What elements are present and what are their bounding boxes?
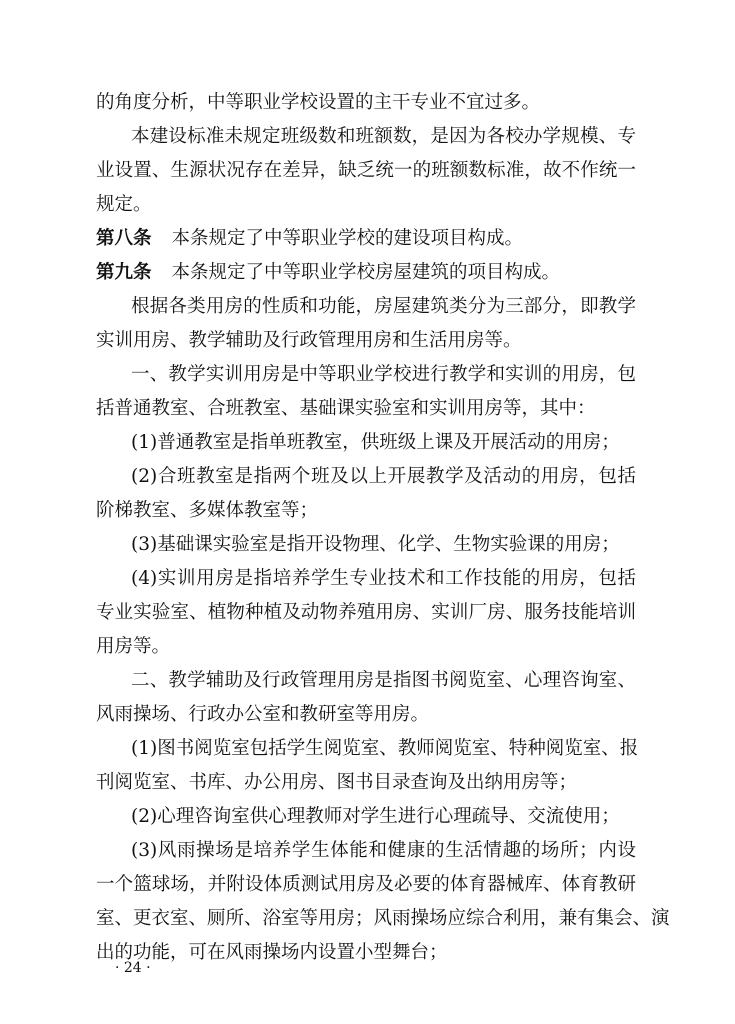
article-8-text: 本条规定了中等职业学校的建设项目构成。: [171, 228, 524, 249]
text-line: 风雨操场、行政办公室和教研室等用房。: [96, 704, 430, 725]
text-line: (3)基础课实验室是指开设物理、化学、生物实验课的用房；: [131, 534, 620, 555]
text-line: (2)心理咨询室供心理教师对学生进行心理疏导、交流使用；: [131, 806, 620, 827]
article-9-text: 本条规定了中等职业学校房屋建筑的项目构成。: [171, 262, 561, 283]
text-line: 一个篮球场，并附设体质测试用房及必要的体育器械库、体育教研: [96, 874, 636, 895]
text-line: 括普通教室、合班教室、基础课实验室和实训用房等，其中：: [96, 398, 596, 419]
text-line: 本建设标准未规定班级数和班额数，是因为各校办学规模、专: [131, 126, 636, 147]
article-9-line: [96, 256, 636, 290]
text-line: 一、教学实训用房是中等职业学校进行教学和实训的用房，包: [131, 364, 636, 385]
page-number: · 24 ·: [115, 960, 151, 976]
article-9-label: 第九条: [96, 262, 152, 283]
text-line: 二、教学辅助及行政管理用房是指图书阅览室、心理咨询室、: [131, 670, 636, 691]
text-line: 室、更衣室、厕所、浴室等用房；风雨操场应综合利用，兼有集会、演: [96, 908, 670, 929]
text-line: 阶梯教室、多媒体教室等；: [96, 500, 319, 521]
text-line: (1)图书阅览室包括学生阅览室、教师阅览室、特种阅览室、报: [131, 738, 639, 759]
text-line: (1)普通教室是指单班教室，供班级上课及开展活动的用房；: [131, 432, 620, 453]
text-line: 出的功能，可在风雨操场内设置小型舞台；: [96, 942, 448, 963]
text-line: (4)实训用房是指培养学生专业技术和工作技能的用房，包括: [131, 568, 636, 589]
article-8-label: 第八条: [96, 228, 152, 249]
text-line: (2)合班教室是指两个班及以上开展教学及活动的用房，包括: [131, 466, 636, 487]
text-line: 实训用房、教学辅助及行政管理用房和生活用房等。: [96, 330, 522, 351]
text-line: 用房等。: [96, 636, 171, 657]
text-line: (3)风雨操场是培养学生体能和健康的生活情趣的场所；内设: [131, 840, 636, 861]
text-line: 根据各类用房的性质和功能，房屋建筑类分为三部分，即教学: [131, 296, 636, 317]
text-line: 规定。: [96, 194, 152, 215]
text-line: 专业实验室、植物种植及动物养殖用房、实训厂房、服务技能培训: [96, 602, 636, 623]
text-line: 业设置、生源状况存在差异，缺乏统一的班额数标准，故不作统一: [96, 160, 636, 181]
text-line: 的角度分析，中等职业学校设置的主干专业不宜过多。: [96, 92, 541, 113]
text-line: 刊阅览室、书库、办公用房、图书目录查询及出纳用房等；: [96, 772, 578, 793]
article-8-line: [96, 222, 636, 256]
